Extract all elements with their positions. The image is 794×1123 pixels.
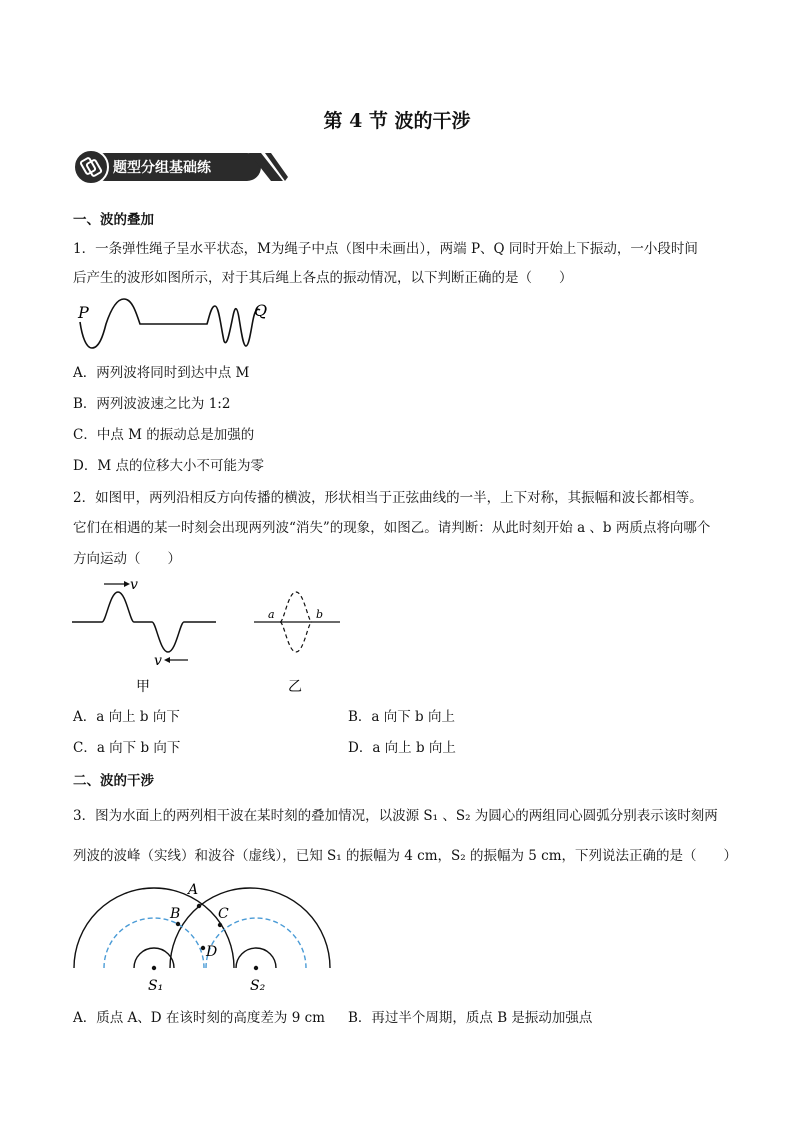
banner-graphic <box>73 149 288 185</box>
q1-option-c: C．中点 M 的振动总是加强的 <box>73 427 255 443</box>
banner-label: 题型分组基础练 <box>113 160 211 176</box>
q3-trough-arcs <box>104 918 306 968</box>
q3-label-D: D <box>206 944 218 960</box>
q2-option-d: D．a 向上 b 向上 <box>348 740 456 756</box>
q1-wave-figure <box>72 296 282 354</box>
q2-text-line1: 2．如图甲，两列沿相反方向传播的横波，形状相当于正弦曲线的一半，上下对称，其振幅和波长都相等。 <box>73 490 703 506</box>
q2-yi-dashed-up <box>280 592 312 622</box>
q2-text-line2: 它们在相遇的某一时刻会出现两列波“消失”的现象，如图乙。请判断：从此时刻开始 a 、b 两质点将向哪个 <box>73 520 711 536</box>
q3-label-C: C <box>218 906 229 922</box>
q2-figure-jia <box>70 574 220 696</box>
section-heading-2: 二、波的干涉 <box>73 773 154 789</box>
q3-interference-figure <box>70 880 332 998</box>
q2-label-a: a <box>268 608 275 621</box>
q1-text-line1: 1．一条弹性绳子呈水平状态，M为绳子中点（图中未画出），两端 P、Q 同时开始上下振动，一小段时间 <box>73 241 698 257</box>
q2-label-b: b <box>316 608 324 621</box>
page-title: 第 4 节 波的干涉 <box>323 110 471 132</box>
section-banner <box>73 149 288 189</box>
q2-figure-yi <box>250 588 345 696</box>
q3-source-S2 <box>254 966 258 970</box>
q1-option-a: A．两列波将同时到达中点 M <box>73 365 250 381</box>
q3-source-S1 <box>152 966 156 970</box>
q3-point-B <box>176 922 180 926</box>
q1-label-Q: Q <box>254 301 268 320</box>
q1-option-d: D．M 点的位移大小不可能为零 <box>73 458 264 474</box>
q3-option-b: B．再过半个周期，质点 B 是振动加强点 <box>348 1010 593 1026</box>
q2-option-b: B．a 向下 b 向上 <box>348 709 455 725</box>
q3-option-a: A．质点 A、D 在该时刻的高度差为 9 cm <box>73 1010 325 1026</box>
q3-label-B: B <box>170 906 181 922</box>
q2-jia-wave <box>72 592 216 652</box>
q3-point-C <box>218 923 222 927</box>
q1-label-P: P <box>78 303 89 322</box>
q2-caption-jia: 甲 <box>136 679 150 695</box>
q2-caption-yi: 乙 <box>288 679 302 695</box>
q1-option-b: B．两列波波速之比为 1:2 <box>73 396 231 412</box>
q3-text-line1: 3．图为水面上的两列相干波在某时刻的叠加情况，以波源 S₁ 、S₂ 为圆心的两组同心圆弧分别表示该时刻两 <box>73 808 718 824</box>
q2-yi-dashed-down <box>280 622 312 652</box>
q3-label-S1: S₁ <box>148 978 164 994</box>
q2-option-a: A．a 向上 b 向下 <box>73 709 180 725</box>
q3-label-A: A <box>188 882 199 898</box>
q1-wave-rope <box>80 299 260 348</box>
q3-label-S2: S₂ <box>250 978 266 994</box>
q2-label-v-bottom: v <box>154 653 162 669</box>
q2-option-c: C．a 向下 b 向下 <box>73 740 181 756</box>
section-heading-1: 一、波的叠加 <box>73 212 154 228</box>
q3-point-A <box>197 904 201 908</box>
q3-text-line2: 列波的波峰（实线）和波谷（虚线），已知 S₁ 的振幅为 4 cm，S₂ 的振幅为 5 cm，下列说法正确的是（ ） <box>73 848 738 864</box>
q2-label-v-top: v <box>130 577 138 593</box>
q1-text-line2: 后产生的波形如图所示，对于其后绳上各点的振动情况，以下判断正确的是（ ） <box>73 270 573 286</box>
q3-point-D <box>201 946 205 950</box>
q2-text-line3: 方向运动（ ） <box>73 551 181 567</box>
